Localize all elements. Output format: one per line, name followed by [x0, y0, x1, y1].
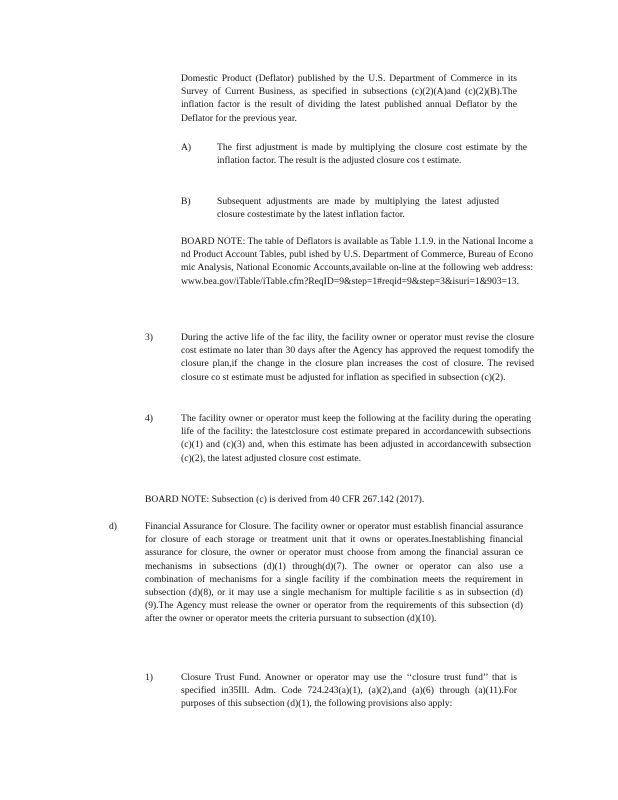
- item-a-label: A): [181, 142, 192, 153]
- item-1-text: Closure Trust Fund. Anowner or operator may use the ‘‘closure trust fund’’ that is specified in35Ill. Adm. Code 724.243(a)(1), (a)(2),and (a)(6) through (a)(11).For purposes of this subsection (d)(1), the following provisions also apply:: [181, 672, 517, 710]
- item-d-text: Financial Assurance for Closure. The facility owner or operator must establish financial assurance for closure of each storage or treatment unit that it owns or operates.Inestablishing financial assurance for closure, the owner or operator must choose from among the financial assuran ce mechanisms in subsections (d)(1) through(d)(7). The owner or operator can also use a combination of mechanisms for a single facility if the combination meets the requirement in subsection (d)(8), or it may use a single mechanism for multiple facilitie s as in subsection (d)(9).The Agency must release the owner or operator from the requirements of this subsection (d) after the owner or operator meets the criteria pursuant to subsection (d)(10).: [145, 521, 523, 625]
- item-3-label: 3): [145, 332, 153, 343]
- intro-paragraph: Domestic Product (Deflator) published by the U.S. Department of Commerce in its Survey of Current Business, as specified in subsections (c)(2)(A)and (c)(2)(B).The inflation factor is the result of dividing the latest published annual Deflator by the Deflator for the previous year.: [181, 73, 517, 124]
- item-3-text: During the active life of the fac ility, the facility owner or operator must revise the closure cost estimate no later than 30 days after the Agency has approved the request tomodify the closure plan,if the change in the closure plan increases the cost of closure. The revised closure co st estimate must be adjusted for inflation as specified in subsection (c)(2).: [181, 332, 534, 383]
- item-4-label: 4): [145, 413, 153, 424]
- board-note-deflators: BOARD NOTE: The table of Deflators is available as Table 1.1.9. in the National Income and Product Account Tables, publ ished by U.S. Department of Commerce, Bureau of Economic Analysis, National Economic Accounts,available on-line at the following web address: www.bea.gov/iTable/iTable.cfm?ReqID=9&step=1#reqid=9&step=3&isuri=1&903=13.: [181, 236, 533, 287]
- item-b-text: Subsequent adjustments are made by multiplying the latest adjusted closure costestimate by the latest inflation factor.: [217, 196, 499, 221]
- board-note-derivation: BOARD NOTE: Subsection (c) is derived from 40 CFR 267.142 (2017).: [145, 494, 425, 505]
- item-a-text: The first adjustment is made by multiplying the closure cost estimate by the inflation factor. The result is the adjusted closure cos t estimate.: [217, 142, 527, 167]
- item-1-label: 1): [145, 672, 153, 683]
- item-4-text: The facility owner or operator must keep the following at the facility during the operating life of the facility: the latestclosure cost estimate prepared in accordancewith subsections (c)(1) and (c)(3) and, when this estimate has been adjusted in accordancewith subsection (c)(2), the latest adjusted closure cost estimate.: [181, 413, 531, 464]
- item-b-label: B): [181, 196, 191, 207]
- item-d-label: d): [109, 521, 117, 532]
